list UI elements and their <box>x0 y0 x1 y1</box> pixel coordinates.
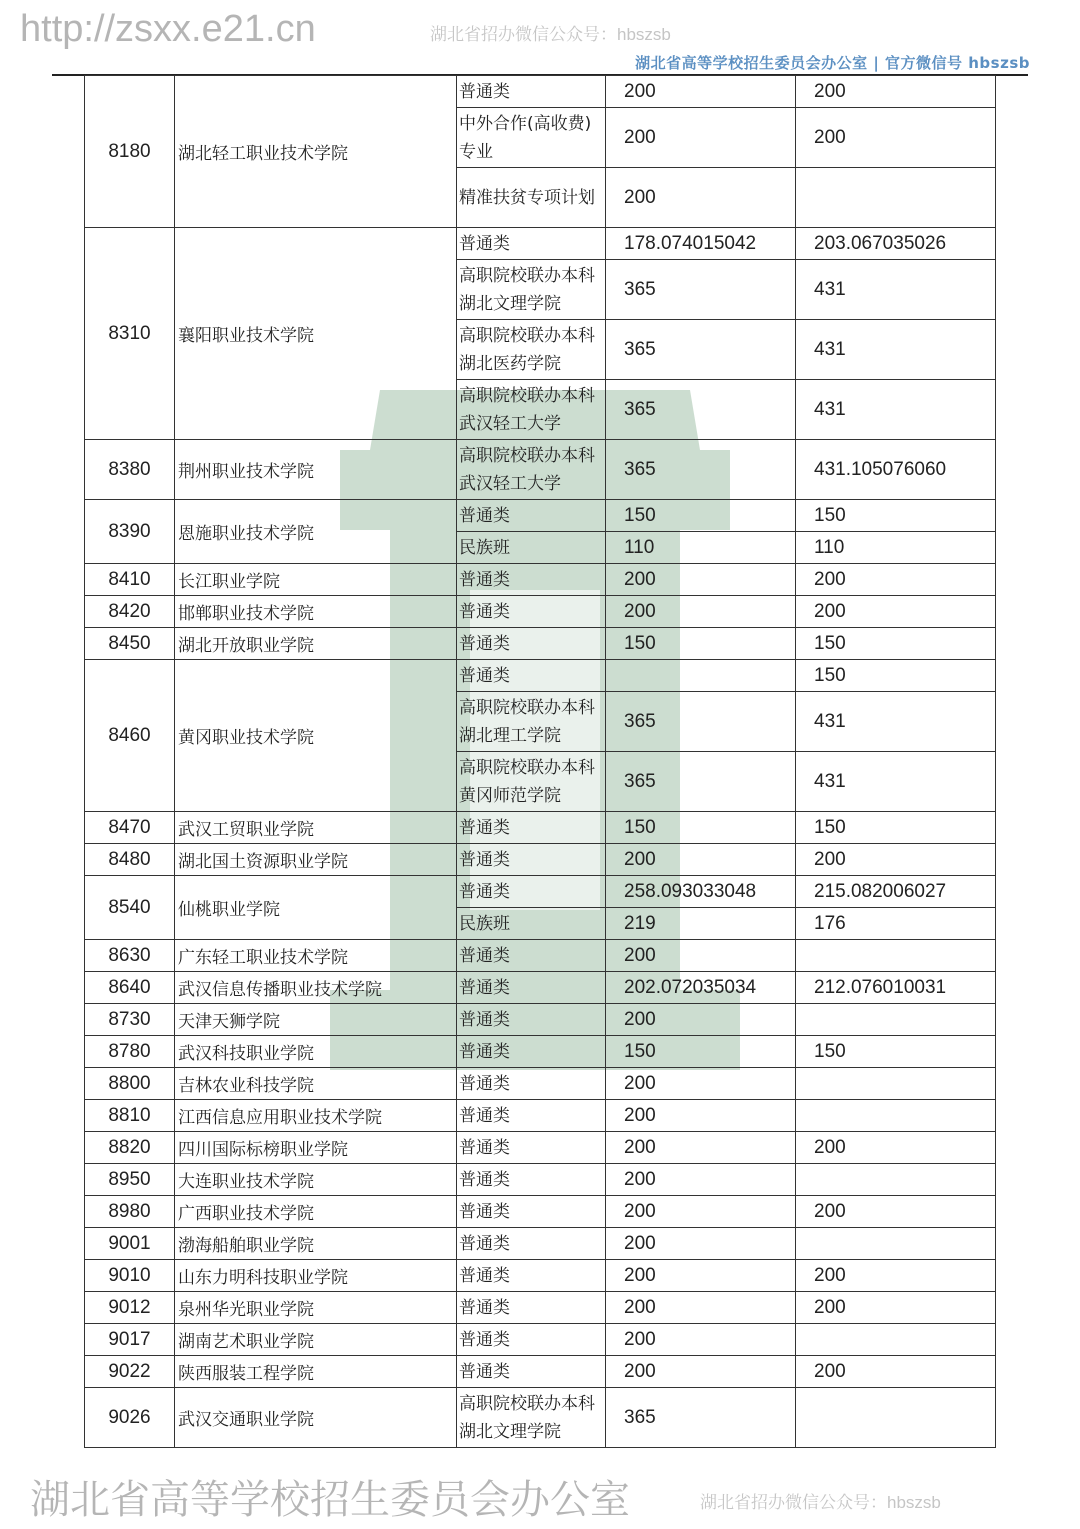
score-1: 200 <box>606 1164 796 1196</box>
category: 民族班 <box>457 532 606 564</box>
score-2: 431 <box>796 380 996 440</box>
table-row <box>85 628 996 660</box>
category: 普通类 <box>457 1164 606 1196</box>
school-code: 8630 <box>85 940 175 972</box>
category: 普通类 <box>457 76 606 108</box>
score-2: 150 <box>796 812 996 844</box>
school-name: 吉林农业科技学院 <box>175 1068 457 1100</box>
score-2 <box>796 1100 996 1132</box>
score-2: 200 <box>796 1292 996 1324</box>
score-1: 365 <box>606 1388 796 1448</box>
score-2: 200 <box>796 844 996 876</box>
table-row <box>85 812 996 844</box>
category: 高职院校联办本科湖北文理学院 <box>457 1388 606 1448</box>
school-code: 8480 <box>85 844 175 876</box>
school-name: 江西信息应用职业技术学院 <box>175 1100 457 1132</box>
school-code: 9017 <box>85 1324 175 1356</box>
score-2: 200 <box>796 108 996 168</box>
score-1: 200 <box>606 1260 796 1292</box>
category: 普通类 <box>457 1228 606 1260</box>
table-row <box>85 1164 996 1196</box>
score-1: 200 <box>606 168 796 228</box>
category: 普通类 <box>457 1324 606 1356</box>
score-1: 150 <box>606 1036 796 1068</box>
school-name: 武汉交通职业学院 <box>175 1388 457 1448</box>
school-name: 山东力明科技职业学院 <box>175 1260 457 1292</box>
score-1: 200 <box>606 1356 796 1388</box>
category: 普通类 <box>457 1004 606 1036</box>
school-code: 8820 <box>85 1132 175 1164</box>
school-code: 8800 <box>85 1068 175 1100</box>
category: 普通类 <box>457 1036 606 1068</box>
school-name: 陕西服装工程学院 <box>175 1356 457 1388</box>
table-row <box>85 1228 996 1260</box>
score-2: 110 <box>796 532 996 564</box>
category: 高职院校联办本科武汉轻工大学 <box>457 380 606 440</box>
score-2: 200 <box>796 1132 996 1164</box>
school-code: 8810 <box>85 1100 175 1132</box>
school-name: 湖北开放职业学院 <box>175 628 457 660</box>
category: 普通类 <box>457 596 606 628</box>
category: 普通类 <box>457 1260 606 1292</box>
score-1: 150 <box>606 628 796 660</box>
school-name: 长江职业学院 <box>175 564 457 596</box>
score-1: 200 <box>606 1228 796 1260</box>
school-code: 9001 <box>85 1228 175 1260</box>
school-name: 仙桃职业学院 <box>175 876 457 940</box>
school-name: 天津天狮学院 <box>175 1004 457 1036</box>
score-2: 431 <box>796 260 996 320</box>
table-row <box>85 440 996 500</box>
category: 普通类 <box>457 500 606 532</box>
school-name: 广西职业技术学院 <box>175 1196 457 1228</box>
score-1: 200 <box>606 844 796 876</box>
school-code: 9010 <box>85 1260 175 1292</box>
watermark-wechat-top: 湖北省招办微信公众号：hbszsb <box>430 25 671 44</box>
score-1: 202.072035034 <box>606 972 796 1004</box>
score-1: 200 <box>606 1100 796 1132</box>
score-2: 212.076010031 <box>796 972 996 1004</box>
table-row <box>85 660 996 692</box>
score-1: 365 <box>606 692 796 752</box>
school-name: 襄阳职业技术学院 <box>175 228 457 440</box>
score-2: 200 <box>796 564 996 596</box>
school-code: 8980 <box>85 1196 175 1228</box>
table-row <box>85 1068 996 1100</box>
category: 普通类 <box>457 660 606 692</box>
school-code: 8730 <box>85 1004 175 1036</box>
category: 民族班 <box>457 908 606 940</box>
table-row <box>85 500 996 532</box>
score-1: 219 <box>606 908 796 940</box>
score-1: 200 <box>606 1132 796 1164</box>
score-2: 200 <box>796 1356 996 1388</box>
category: 普通类 <box>457 564 606 596</box>
score-1: 150 <box>606 500 796 532</box>
score-2: 431 <box>796 692 996 752</box>
admission-score-table <box>84 75 996 1448</box>
score-2: 200 <box>796 1260 996 1292</box>
school-name: 黄冈职业技术学院 <box>175 660 457 812</box>
table-row <box>85 972 996 1004</box>
school-code: 8470 <box>85 812 175 844</box>
school-code: 8390 <box>85 500 175 564</box>
school-name: 武汉信息传播职业技术学院 <box>175 972 457 1004</box>
table-row <box>85 1196 996 1228</box>
school-code: 8460 <box>85 660 175 812</box>
school-name: 泉州华光职业学院 <box>175 1292 457 1324</box>
watermark-main: 湖北省高等学校招生委员会办公室 <box>30 1478 630 1522</box>
score-1: 200 <box>606 1324 796 1356</box>
score-2 <box>796 1388 996 1448</box>
table-row <box>85 228 996 260</box>
score-1: 365 <box>606 260 796 320</box>
score-2: 431 <box>796 320 996 380</box>
table-row <box>85 76 996 108</box>
score-1: 200 <box>606 1068 796 1100</box>
category: 普通类 <box>457 1356 606 1388</box>
school-code: 8950 <box>85 1164 175 1196</box>
table-row <box>85 876 996 908</box>
school-name: 湖北轻工职业技术学院 <box>175 76 457 228</box>
table-row <box>85 1356 996 1388</box>
category: 普通类 <box>457 972 606 1004</box>
score-1: 178.074015042 <box>606 228 796 260</box>
category: 普通类 <box>457 940 606 972</box>
category: 普通类 <box>457 844 606 876</box>
score-1: 150 <box>606 812 796 844</box>
table-row <box>85 940 996 972</box>
score-2: 176 <box>796 908 996 940</box>
score-2: 200 <box>796 1196 996 1228</box>
school-code: 8180 <box>85 76 175 228</box>
score-2: 200 <box>796 596 996 628</box>
school-code: 9026 <box>85 1388 175 1448</box>
school-code: 8310 <box>85 228 175 440</box>
school-name: 大连职业技术学院 <box>175 1164 457 1196</box>
header-title: 湖北省高等学校招生委员会办公室 | 官方微信号 hbszsb <box>635 54 1030 72</box>
school-name: 武汉工贸职业学院 <box>175 812 457 844</box>
school-name: 渤海船舶职业学院 <box>175 1228 457 1260</box>
score-2: 431.105076060 <box>796 440 996 500</box>
category: 普通类 <box>457 1132 606 1164</box>
category: 普通类 <box>457 1100 606 1132</box>
category: 普通类 <box>457 1196 606 1228</box>
score-1: 200 <box>606 1196 796 1228</box>
score-2 <box>796 1228 996 1260</box>
category: 普通类 <box>457 812 606 844</box>
score-2: 150 <box>796 628 996 660</box>
table-row <box>85 1036 996 1068</box>
table-row <box>85 596 996 628</box>
school-code: 8410 <box>85 564 175 596</box>
school-code: 8540 <box>85 876 175 940</box>
category: 高职院校联办本科武汉轻工大学 <box>457 440 606 500</box>
category: 高职院校联办本科湖北文理学院 <box>457 260 606 320</box>
school-code: 8780 <box>85 1036 175 1068</box>
score-2 <box>796 168 996 228</box>
school-name: 广东轻工职业技术学院 <box>175 940 457 972</box>
score-1 <box>606 660 796 692</box>
score-1: 200 <box>606 940 796 972</box>
watermark-url: http://zsxx.e21.cn <box>20 8 316 50</box>
school-name: 邯郸职业技术学院 <box>175 596 457 628</box>
school-code: 8380 <box>85 440 175 500</box>
score-2 <box>796 940 996 972</box>
school-name: 湖北国土资源职业学院 <box>175 844 457 876</box>
table-row <box>85 1004 996 1036</box>
category: 高职院校联办本科湖北理工学院 <box>457 692 606 752</box>
score-2: 431 <box>796 752 996 812</box>
score-1: 200 <box>606 76 796 108</box>
score-1: 110 <box>606 532 796 564</box>
school-name: 四川国际标榜职业学院 <box>175 1132 457 1164</box>
score-2: 215.082006027 <box>796 876 996 908</box>
table-row <box>85 1324 996 1356</box>
table-row <box>85 1292 996 1324</box>
score-1: 200 <box>606 596 796 628</box>
score-2 <box>796 1004 996 1036</box>
school-code: 9022 <box>85 1356 175 1388</box>
score-1: 200 <box>606 1292 796 1324</box>
score-2 <box>796 1164 996 1196</box>
school-code: 9012 <box>85 1292 175 1324</box>
category: 普通类 <box>457 228 606 260</box>
score-1: 365 <box>606 320 796 380</box>
category: 高职院校联办本科湖北医药学院 <box>457 320 606 380</box>
score-2 <box>796 1324 996 1356</box>
category: 高职院校联办本科黄冈师范学院 <box>457 752 606 812</box>
school-name: 湖南艺术职业学院 <box>175 1324 457 1356</box>
school-code: 8420 <box>85 596 175 628</box>
category: 普通类 <box>457 1292 606 1324</box>
score-2: 150 <box>796 500 996 532</box>
table-row <box>85 1388 996 1448</box>
score-2: 150 <box>796 1036 996 1068</box>
school-name: 荆州职业技术学院 <box>175 440 457 500</box>
category: 中外合作(高收费)专业 <box>457 108 606 168</box>
score-2: 200 <box>796 76 996 108</box>
school-name: 武汉科技职业学院 <box>175 1036 457 1068</box>
category: 普通类 <box>457 1068 606 1100</box>
score-2: 203.067035026 <box>796 228 996 260</box>
category: 普通类 <box>457 876 606 908</box>
category: 精准扶贫专项计划 <box>457 168 606 228</box>
score-1: 365 <box>606 752 796 812</box>
score-1: 200 <box>606 564 796 596</box>
score-1: 258.093033048 <box>606 876 796 908</box>
table-row <box>85 1260 996 1292</box>
score-1: 365 <box>606 440 796 500</box>
score-2: 150 <box>796 660 996 692</box>
table-row <box>85 844 996 876</box>
category: 普通类 <box>457 628 606 660</box>
table-row <box>85 1132 996 1164</box>
school-code: 8640 <box>85 972 175 1004</box>
score-1: 200 <box>606 108 796 168</box>
score-2 <box>796 1068 996 1100</box>
school-code: 8450 <box>85 628 175 660</box>
table-row <box>85 564 996 596</box>
watermark-wechat-bottom: 湖北省招办微信公众号：hbszsb <box>700 1493 941 1512</box>
school-name: 恩施职业技术学院 <box>175 500 457 564</box>
score-1: 200 <box>606 1004 796 1036</box>
score-1: 365 <box>606 380 796 440</box>
table-row <box>85 1100 996 1132</box>
